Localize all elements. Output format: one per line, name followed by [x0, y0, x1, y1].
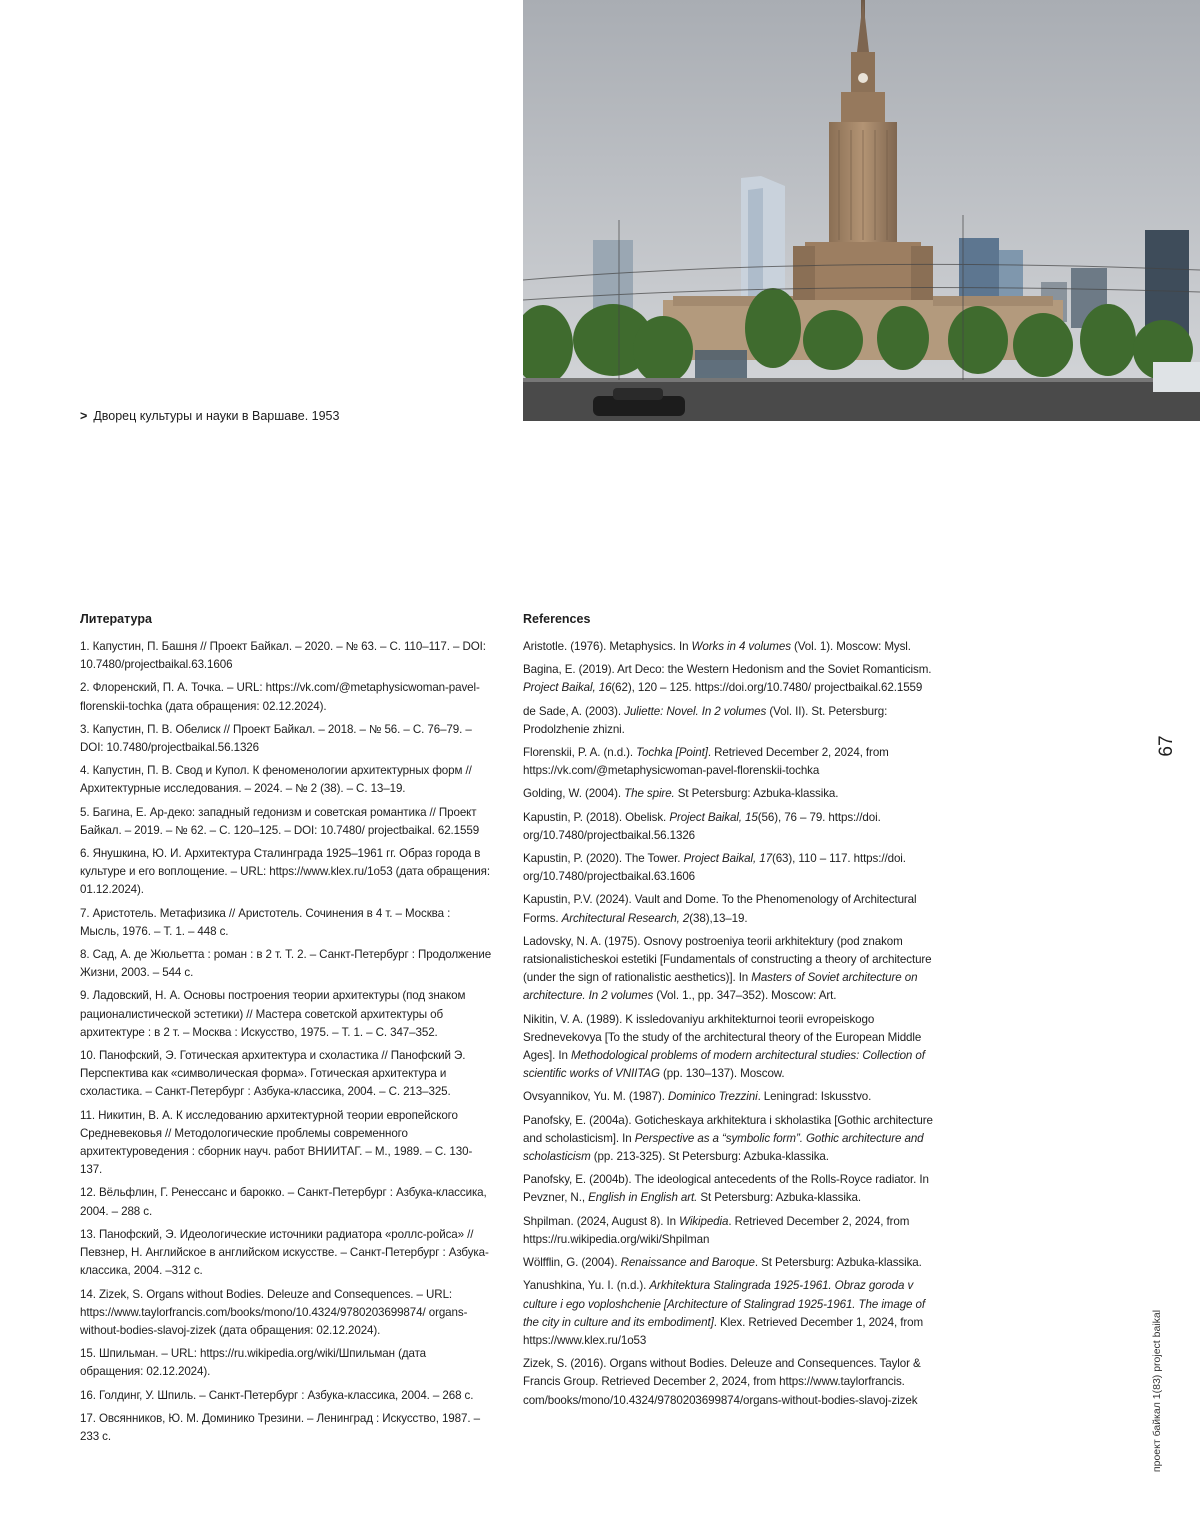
reference-text: de Sade, A. (2003).: [523, 704, 625, 718]
literature-item: 10. Панофский, Э. Готическая архитектура и схоластика // Панофский Э. Перспектива как «символическая форма». Готическая архитектура и схоластика. – Санкт-Петербург : Азбука-классика, 2004. – С. 213–325.: [80, 1049, 466, 1099]
reference-item: [523, 1171, 935, 1207]
literature-item: 6. Янушкина, Ю. И. Архитектура Сталинграда 1925–1961 гг. Образ города в культуре и его воплощение. – URL: https://www.klex.ru/1o53 (дата обращения: 01.12.2024).: [80, 847, 490, 897]
reference-text: . Klex. Retrieved December 1, 2024, from https://www.klex.ru/1o53: [523, 1315, 924, 1347]
page-number: 67: [1156, 735, 1177, 757]
reference-text: (62), 120 – 125. https://doi.org/10.7480/ projectbaikal.62.1559: [611, 681, 923, 695]
reference-italic-text: Wikipedia: [679, 1214, 729, 1228]
reference-text: St Petersburg: Azbuka-klassika.: [697, 1191, 861, 1205]
reference-text: Wölfflin, G. (2004).: [523, 1256, 621, 1270]
reference-item: [523, 1254, 935, 1272]
literature-item: 7. Аристотель. Метафизика // Аристотель. Сочинения в 4 т. – Москва : Мысль, 1976. – Т. 1. – 448 с.: [80, 906, 451, 938]
literature-item: 14. Zizek, S. Organs without Bodies. Deleuze and Consequences. – URL: https://www.taylorfrancis.com/books/mono/10.4324/9780203699874/ organs-without-bodies-slavoj-zizek (дата обращения: 02.12.2024).: [80, 1287, 468, 1337]
literature-item: 13. Панофский, Э. Идеологические источники радиатора «роллс-ройса» // Певзнер, Н. Английское в английском искусстве. – Санкт-Петербург : Азбука-классика, 2004. –312 с.: [80, 1227, 489, 1278]
reference-text: (Vol. II). St. Petersburg: Prodolzhenie zhizni.: [523, 704, 888, 736]
literature-item: 1. Капустин, П. Башня // Проект Байкал. – 2020. – № 63. – С. 110–117. – DOI: 10.7480/projectbaikal.63.1606: [80, 640, 486, 672]
running-title: проект байкал 1(83) project baikal: [1151, 1309, 1163, 1473]
literature-item: 12. Вёльфлин, Г. Ренессанс и барокко. – Санкт-Петербург : Азбука-классика, 2004. – 288 с.: [80, 1186, 487, 1218]
reference-text: Zizek, S. (2016). Organs without Bodies. Deleuze and Consequences. Taylor & Francis Group. Retrieved December 2, 2024, from https://www.taylorfrancis. com/books/mono/10.4324/9780203699874/organs-without-bodies-slavoj-zizek: [523, 1357, 921, 1407]
reference-text: (pp. 130–137). Moscow.: [659, 1067, 785, 1081]
literature-item: 4. Капустин, П. В. Свод и Купол. К феноменологии архитектурных форм // Архитектурные исследования. – 2024. – № 2 (38). – С. 13–19.: [80, 764, 472, 796]
reference-italic-text: The spire.: [624, 787, 675, 801]
reference-text: . Retrieved December 2, 2024, from https://ru.wikipedia.org/wiki/Shpilman: [523, 1214, 910, 1246]
reference-italic-text: Methodological problems of modern architectural studies: Collection of scientific works of VNIITAG: [523, 1049, 925, 1081]
reference-text: (38),13–19.: [689, 911, 748, 925]
reference-italic-text: Renaissance and Baroque: [620, 1256, 755, 1270]
reference-text: Yanushkina, Yu. I. (n.d.).: [523, 1279, 650, 1293]
photo-caption: [80, 407, 500, 425]
reference-text: (56), 76 – 79. https://doi. org/10.7480/projectbaikal.56.1326: [523, 810, 881, 842]
caption-text: Дворец культуры и науки в Варшаве. 1953: [93, 409, 340, 423]
reference-text: . St Petersburg: Azbuka-klassika.: [754, 1256, 922, 1270]
references-list: [523, 638, 935, 1410]
reference-italic-text: Works in 4 volumes: [691, 640, 791, 653]
reference-text: Golding, W. (2004).: [523, 787, 625, 801]
references-section: [523, 610, 935, 1415]
reference-item: [523, 1088, 935, 1106]
palace-of-culture-photo: [523, 0, 1200, 421]
reference-item: [523, 891, 935, 927]
literature-item: 9. Ладовский, Н. А. Основы построения теории архитектуры (под знаком рационалистической эстетики) // Мастера советской архитектуры об архитектуре : в 2 т. – Москва : Искусство, 1975. – Т. 1. – С. 347–352.: [80, 989, 466, 1039]
reference-italic-text: Masters of Soviet architecture on architecture. In 2 volumes: [523, 971, 918, 1003]
literature-item: 17. Овсянников, Ю. М. Доминико Трезини. – Ленинград : Искусство, 1987. – 233 с.: [80, 1411, 480, 1443]
reference-text: (63), 110 – 117. https://doi. org/10.7480/projectbaikal.63.1606: [523, 852, 906, 884]
reference-text: (pp. 213-325). St Petersburg: Azbuka-klassika.: [590, 1150, 829, 1164]
reference-text: Aristotle. (1976). Metaphysics. In: [523, 640, 692, 653]
reference-text: Florenskii, P. A. (n.d.).: [523, 746, 637, 760]
reference-italic-text: English in English art.: [588, 1191, 698, 1205]
reference-item: [523, 1213, 935, 1249]
reference-italic-text: Project Baikal, 16: [523, 681, 612, 695]
reference-item: [523, 1112, 935, 1167]
reference-text: Nikitin, V. A. (1989). K issledovaniyu arkhitekturnoi teorii evropeiskogo Srednevekovya [To the study of the architectural theory of the European Middle Ages]. In: [523, 1012, 922, 1063]
reference-text: Kapustin, P. (2018). Obelisk.: [523, 810, 670, 824]
reference-item: [523, 785, 935, 803]
reference-text: (Vol. 1., pp. 347–352). Moscow: Art.: [653, 989, 837, 1003]
reference-text: Ladovsky, N. A. (1975). Osnovy postroeniya teorii arkhitektury (pod znakom ratsionalisticheskoi estetiki [Fundamentals of constructing a theory of architecture (under the sign of rationalistic aesthetics)]. In: [523, 934, 932, 985]
reference-text: St Petersburg: Azbuka-klassika.: [674, 787, 839, 801]
literature-item: 2. Флоренский, П. А. Точка. – URL: https://vk.com/@metaphysicwoman-pavel-florenskii-tochka (дата обращения: 02.12.2024).: [80, 681, 480, 713]
reference-item: [523, 661, 935, 697]
reference-item: [523, 703, 935, 739]
reference-text: . Retrieved December 2, 2024, from https://vk.com/@metaphysicwoman-pavel-florenskii-tochka: [523, 746, 889, 778]
reference-italic-text: Project Baikal, 15: [669, 810, 758, 824]
literature-heading: Литература: [80, 612, 152, 626]
references-heading: References: [523, 612, 591, 626]
literature-section: [80, 610, 492, 1451]
reference-italic-text: Project Baikal, 17: [683, 852, 772, 866]
reference-item: [523, 809, 935, 845]
reference-text: . Leningrad: Iskusstvo.: [757, 1090, 872, 1104]
reference-italic-text: Arkhitektura Stalingrada 1925-1961. Obraz goroda v culture i ego voploshchenie [Architecture of Stalingrad 1925-1961. The image of the city in culture and its embodiment]: [523, 1279, 925, 1329]
reference-text: Panofsky, E. (2004b). The ideological antecedents of the Rolls-Royce radiator. In Pevzner, N.,: [523, 1173, 929, 1205]
reference-item: [523, 933, 935, 1006]
literature-item: 5. Багина, Е. Ар-деко: западный гедонизм и советская романтика // Проект Байкал. – 2019. – № 62. – С. 120–125. – DOI: 10.7480/ projectbaikal. 62.1559: [80, 805, 480, 837]
reference-item: [523, 850, 935, 886]
reference-italic-text: Architectural Research, 2: [561, 911, 690, 925]
reference-italic-text: Juliette: Novel. In 2 volumes: [624, 704, 767, 718]
reference-item: [523, 1011, 935, 1084]
reference-italic-text: Dominico Trezzini: [667, 1090, 758, 1104]
literature-item: 3. Капустин, П. В. Обелиск // Проект Байкал. – 2018. – № 56. – С. 76–79. – DOI: 10.7480/projectbaikal.56.1326: [80, 722, 472, 755]
reference-item: [523, 1355, 935, 1410]
reference-text: Shpilman. (2024, August 8). In: [523, 1214, 680, 1228]
reference-text: Panofsky, E. (2004a). Goticheskaya arkhitektura i skholastika [Gothic architecture and scholasticism]. In: [523, 1113, 933, 1145]
literature-item: 15. Шпильман. – URL: https://ru.wikipedia.org/wiki/Шпильман (дата обращения: 02.12.2024).: [80, 1347, 427, 1379]
reference-text: Kapustin, P.V. (2024). Vault and Dome. To the Phenomenology of Architectural Forms.: [523, 893, 917, 925]
reference-text: Kapustin, P. (2020). The Tower.: [523, 852, 684, 866]
reference-item: [523, 1277, 935, 1350]
reference-text: Bagina, E. (2019). Art Deco: the Western Hedonism and the Soviet Romanticism.: [523, 663, 932, 677]
reference-item: [523, 744, 935, 780]
reference-italic-text: Perspective as a “symbolic form”. Gothic architecture and scholasticism: [523, 1131, 924, 1164]
reference-italic-text: Tochka [Point]: [636, 746, 708, 760]
literature-item: 11. Никитин, В. А. К исследованию архитектурной теории европейского Средневековья // Методологические проблемы современного архитектуроведения : сборник науч. работ ВНИИТАГ. – М., 1989. – С. 130-137.: [80, 1108, 473, 1177]
reference-text: Ovsyannikov, Yu. M. (1987).: [523, 1090, 668, 1104]
literature-item: 16. Голдинг, У. Шпиль. – Санкт-Петербург : Азбука-классика, 2004. – 268 с.: [80, 1388, 474, 1402]
literature-item: 8. Сад, А. де Жюльетта : роман : в 2 т. Т. 2. – Санкт-Петербург : Продолжение Жизни, 2003. – 544 с.: [80, 948, 492, 980]
photo-illustration: [523, 0, 1200, 421]
reference-item: [523, 638, 935, 656]
reference-text: (Vol. 1). Moscow: Mysl.: [790, 640, 911, 653]
literature-list: [80, 638, 492, 1446]
caption-marker: >: [80, 409, 88, 423]
